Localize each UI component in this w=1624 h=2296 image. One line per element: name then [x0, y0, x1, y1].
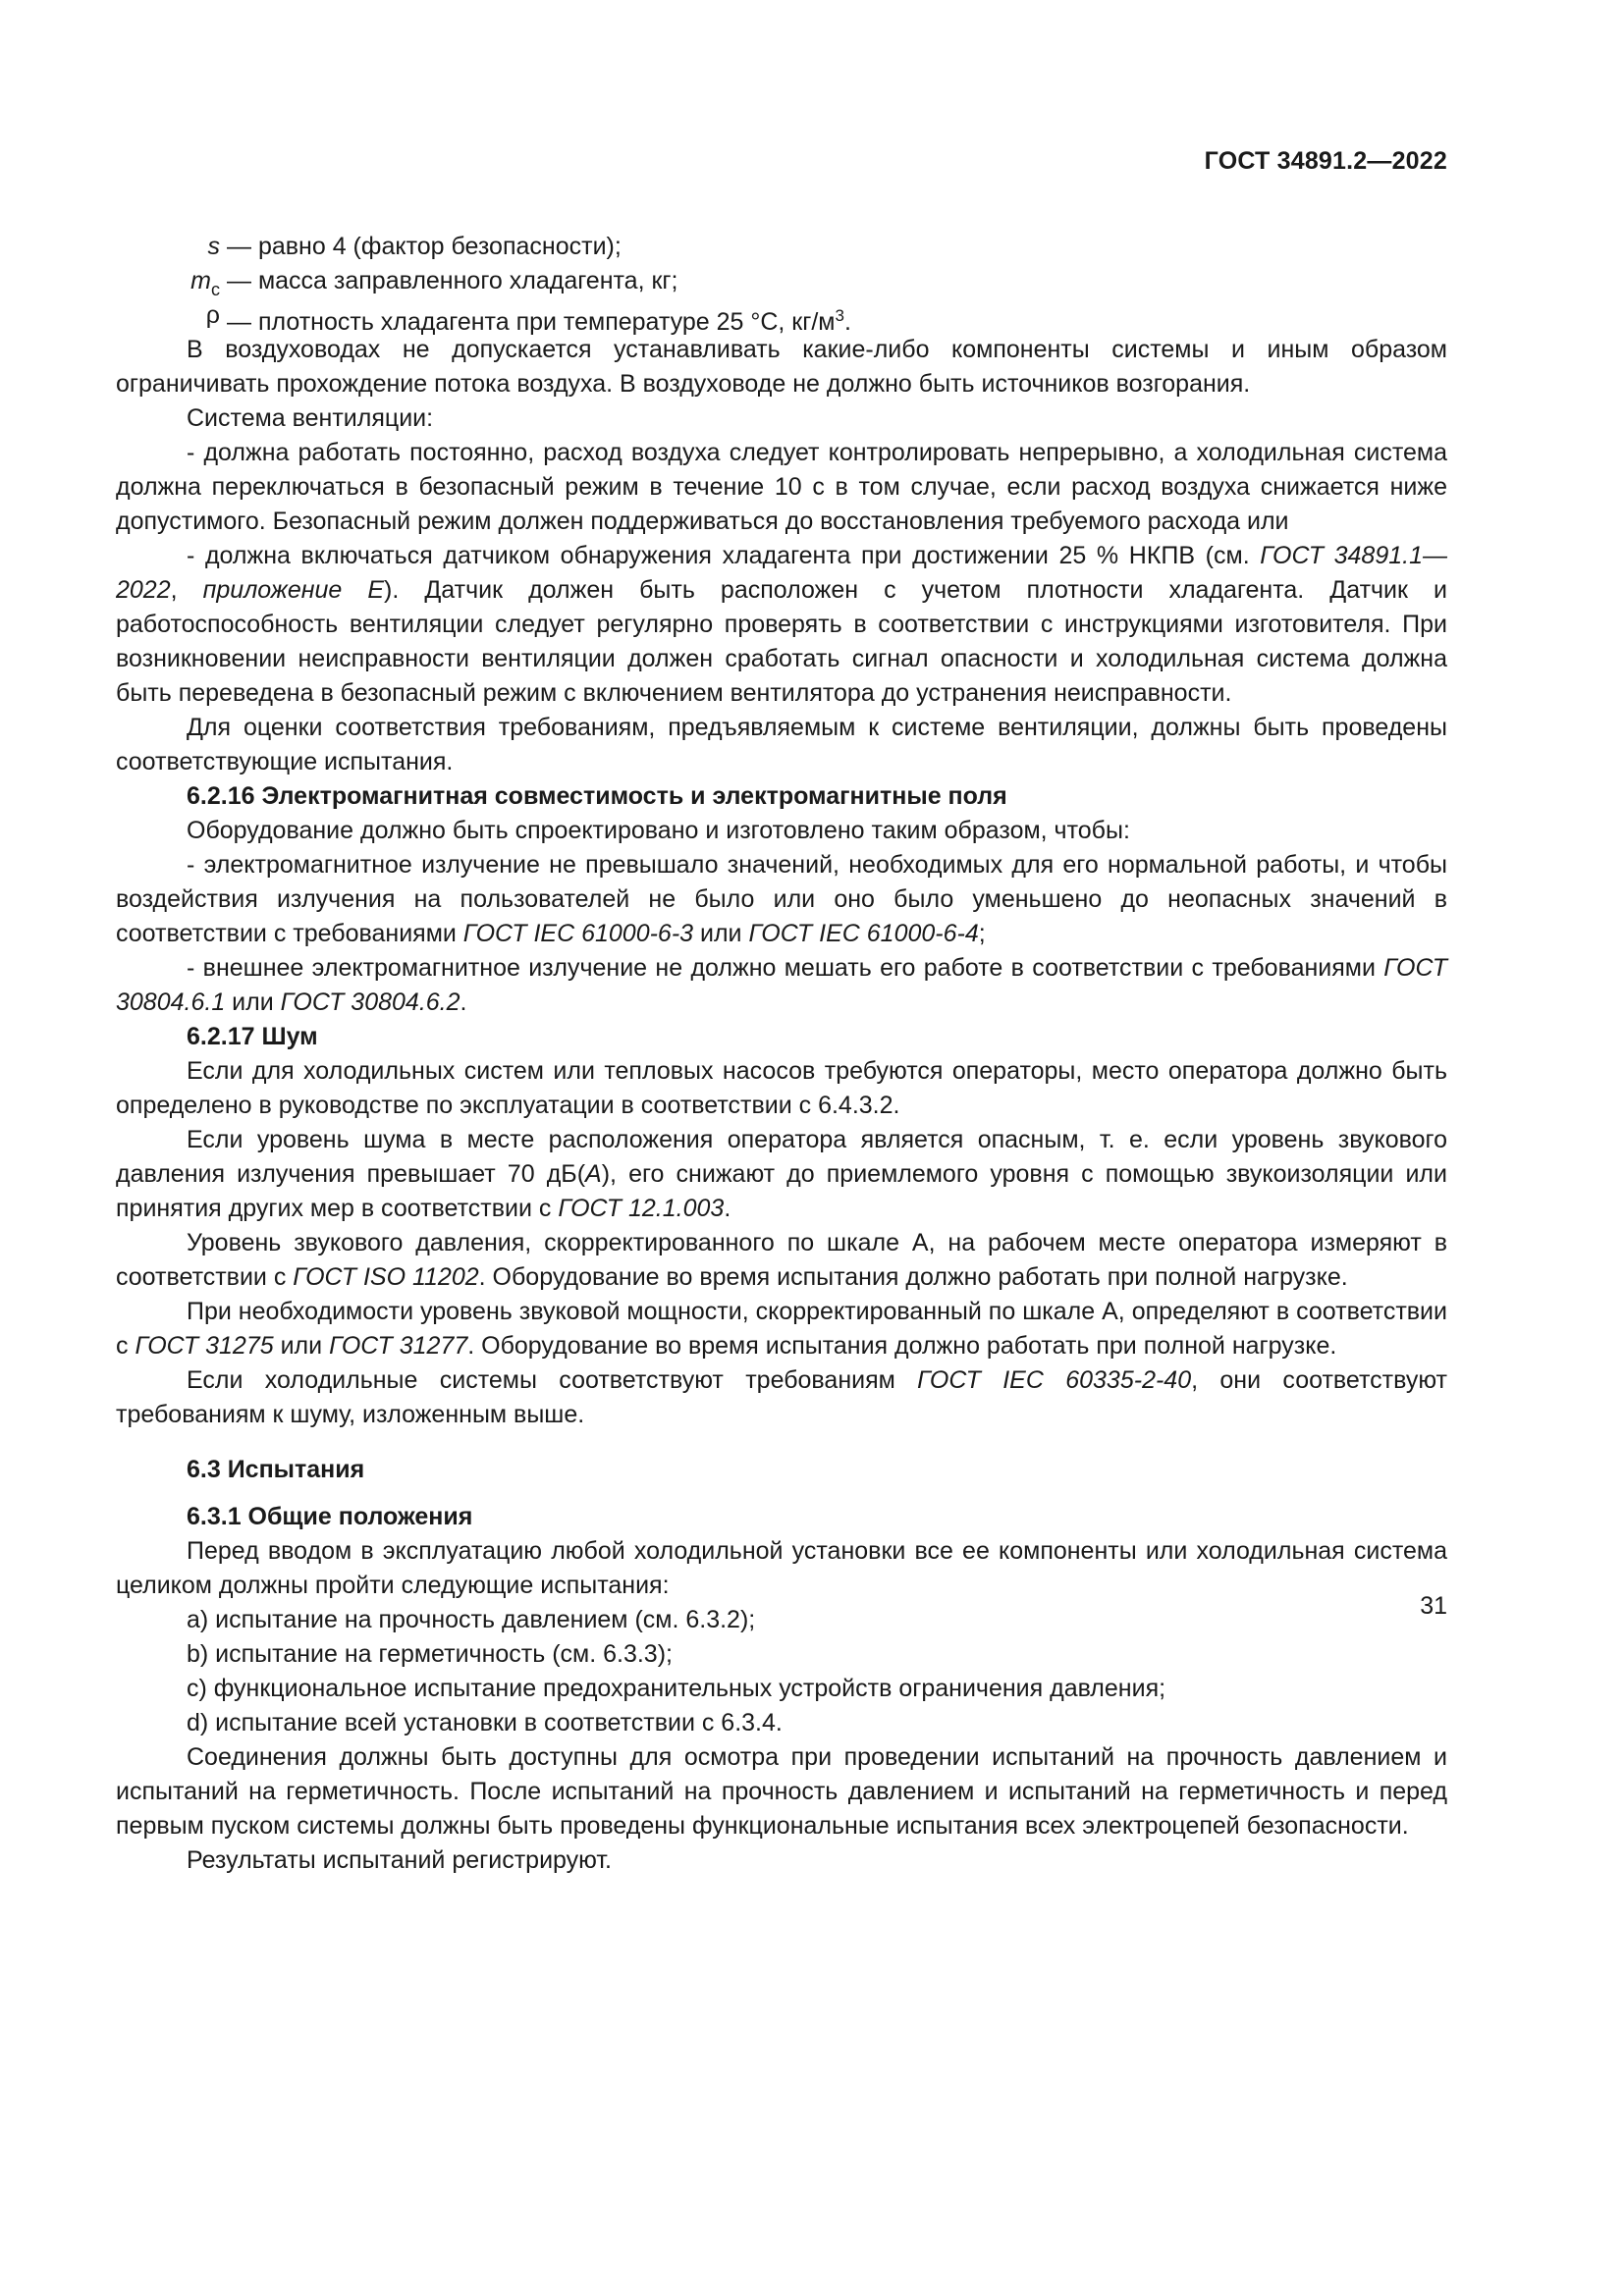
legend-line — [116, 298, 1447, 336]
paragraph: Соединения должны быть доступны для осмотра при проведении испытаний на прочность давлением и испытаний на герметичность. После испытаний на прочность давлением и испытаний на герметичность и перед первым пуском системы должны быть проведены функциональные испытания всех электроцепей безопасности. — [116, 1743, 1447, 1840]
legend-line — [116, 230, 1447, 264]
paragraph: - внешнее электромагнитное излучение не должно мешать его работе в соответствии с требованиями ГОСТ 30804.6.1 или ГОСТ 30804.6.2. — [116, 954, 1447, 1016]
legend-symbol: $m_c$ — [190, 267, 220, 299]
standard-reference: ГОСТ IEC 60335-2-40 — [917, 1366, 1192, 1394]
unit-symbol: А — [585, 1160, 602, 1188]
section-heading: 6.3.1 Общие положения — [187, 1503, 473, 1530]
legend-description: — плотность хладагента при температуре 25 °С, $кг/м^3$. — [227, 306, 851, 336]
paragraph: - должна включаться датчиком обнаружения хладагента при достижении 25 % НКПВ (см. ГОСТ 34891.1—2022, приложение Е). Датчик должен быть расположен с учетом плотности хладагента. Датчик и работоспособность вентиляции следует регулярно проверять в соответствии с инструкциями изготовителя. При возникновении неисправности вентиляции должен сработать сигнал опасности и холодильная система должна быть переведена в безопасный режим с включением вентилятора до устранения неисправности. — [116, 542, 1447, 707]
section-heading: 6.2.16 Электромагнитная совместимость и электромагнитные поля — [187, 782, 1007, 810]
standard-reference: ГОСТ ISO 11202 — [293, 1263, 479, 1291]
paragraph: Если холодильные системы соответствуют требованиям ГОСТ IEC 60335-2-40, они соответствуют требованиям к шуму, изложенным выше. — [116, 1366, 1447, 1428]
page-content — [116, 230, 1447, 1878]
paragraph: - должна работать постоянно, расход воздуха следует контролировать непрерывно, а холодильная система должна переключаться в безопасный режим в течение 10 с в том случае, если расход воздуха снижается ниже допустимого. Безопасный режим должен поддерживаться до восстановления требуемого расхода или — [116, 439, 1447, 535]
section-heading: 6.2.17 Шум — [187, 1023, 318, 1050]
standard-reference: ГОСТ 30804.6.2 — [280, 988, 460, 1016]
legend-line — [116, 264, 1447, 298]
paragraph: В воздуховодах не допускается устанавливать какие-либо компоненты системы и иным образом ограничивать прохождение потока воздуха. В воздуховоде не должно быть источников возгорания. — [116, 336, 1447, 398]
standard-reference: ГОСТ 31277 — [329, 1332, 468, 1360]
standard-reference: ГОСТ 34891.1—2022 — [116, 542, 1447, 604]
list-item: а) испытание на прочность давлением (см. 6.3.2); — [187, 1606, 756, 1633]
paragraph: Для оценки соответствия требованиям, предъявляемым к системе вентиляции, должны быть проведены соответствующие испытания. — [116, 714, 1447, 775]
paragraph: Результаты испытаний регистрируют. — [187, 1846, 612, 1874]
legend-symbol: s — [207, 233, 220, 260]
standard-reference: ГОСТ IEC 61000-6-4 — [748, 920, 979, 947]
paragraph: Если уровень шума в месте расположения оператора является опасным, т. е. если уровень звукового давления излучения превышает 70 дБ(А), его снижают до приемлемого уровня с помощью звукоизоляции или принятия других мер в соответствии с ГОСТ 12.1.003. — [116, 1126, 1447, 1222]
document-header: ГОСТ 34891.2—2022 — [1204, 147, 1447, 175]
paragraph: Перед вводом в эксплуатацию любой холодильной установки все ее компоненты или холодильная система целиком должны пройти следующие испытания: — [116, 1537, 1447, 1599]
list-item: b) испытание на герметичность (см. 6.3.3); — [187, 1640, 673, 1668]
legend-symbol: ρ — [205, 301, 220, 329]
section-heading: 6.3 Испытания — [187, 1456, 365, 1483]
page-number: 31 — [1420, 1592, 1447, 1620]
standard-reference: ГОСТ IEC 61000-6-3 — [462, 920, 694, 947]
annex-reference: приложение Е — [202, 576, 385, 604]
standard-reference: ГОСТ 30804.6.1 — [116, 954, 1447, 1016]
paragraph: При необходимости уровень звуковой мощности, скорректированный по шкале А, определяют в соответствии с ГОСТ 31275 или ГОСТ 31277. Оборудование во время испытания должно работать при полной нагрузке. — [116, 1298, 1447, 1360]
paragraph: Уровень звукового давления, скорректированного по шкале А, на рабочем месте оператора измеряют в соответствии с ГОСТ ISO 11202. Оборудование во время испытания должно работать при полной нагрузке. — [116, 1229, 1447, 1291]
paragraph: Система вентиляции: — [187, 404, 434, 432]
paragraph: - электромагнитное излучение не превышало значений, необходимых для его нормальной работы, и чтобы воздействия излучения на пользователей не было или оно было уменьшено до неопасных значений в соответствии с требованиями ГОСТ IEC 61000-6-3 или ГОСТ IEC 61000-6-4; — [116, 851, 1447, 947]
legend-description: — масса заправленного хладагента, кг; — [227, 267, 678, 294]
list-item: c) функциональное испытание предохранительных устройств ограничения давления; — [187, 1675, 1166, 1702]
standard-reference: ГОСТ 31275 — [135, 1332, 274, 1360]
standard-reference: ГОСТ 12.1.003 — [558, 1195, 725, 1222]
paragraph: Оборудование должно быть спроектировано и изготовлено таким образом, чтобы: — [187, 817, 1130, 844]
paragraph: Если для холодильных систем или тепловых насосов требуются операторы, место оператора должно быть определено в руководстве по эксплуатации в соответствии с 6.4.3.2. — [116, 1057, 1447, 1119]
legend-description: — равно 4 (фактор безопасности); — [227, 233, 622, 260]
list-item: d) испытание всей установки в соответствии с 6.3.4. — [187, 1709, 783, 1736]
